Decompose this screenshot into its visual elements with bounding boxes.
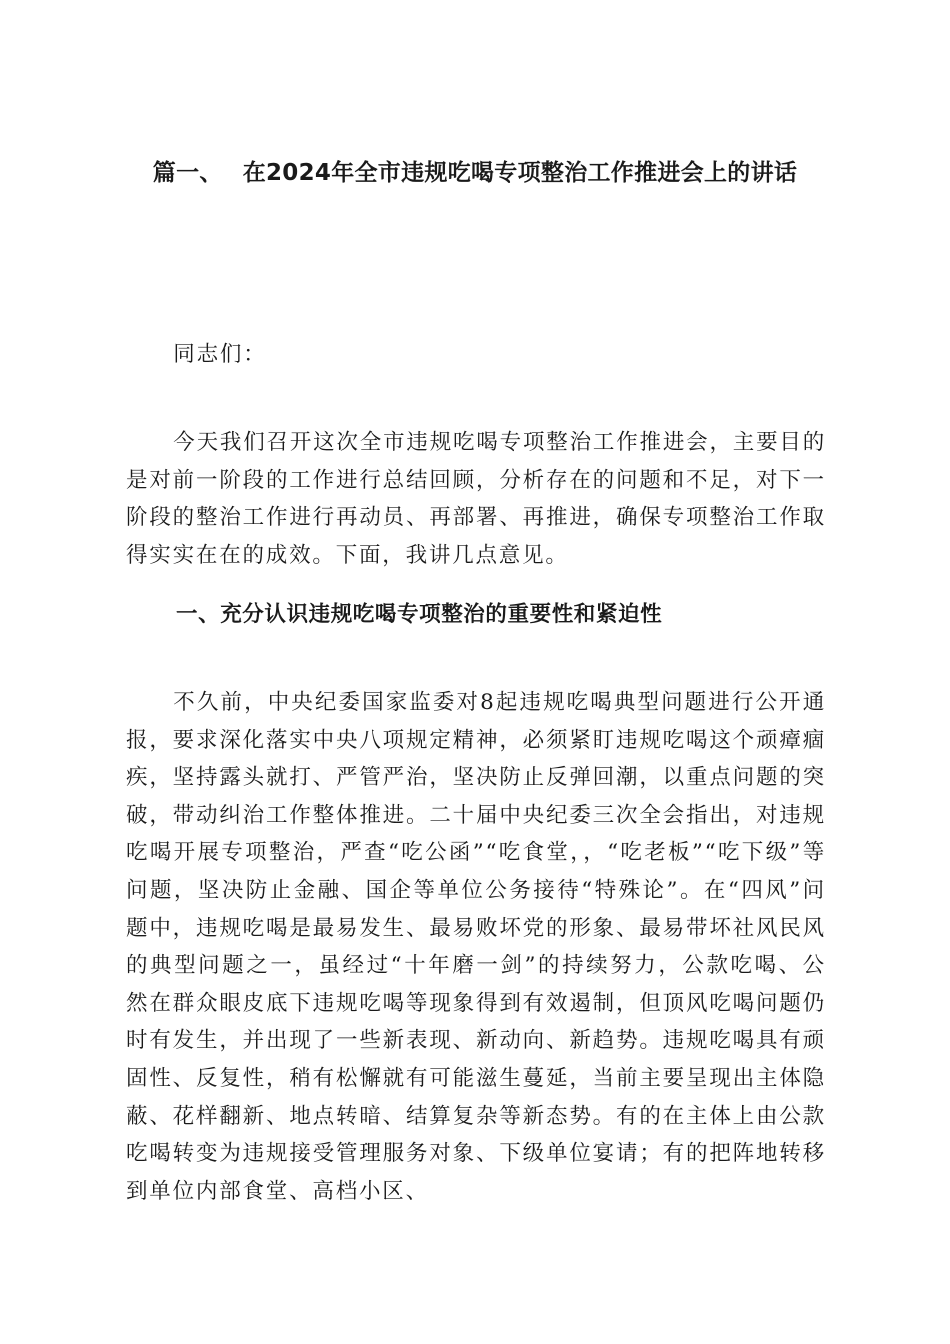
- document-title: [60, 156, 890, 190]
- title-text: 在2024年全市违规吃喝专项整治工作推进会上的讲话: [242, 160, 798, 186]
- section-paragraph: 不久前，中央纪委国家监委对8起违规吃喝典型问题进行公开通报，要求深化落实中央八项规定精神，必须紧盯违规吃喝这个顽瘴痼疾，坚持露头就打、严管严治，坚决防止反弹回潮，以重点问题的突破，带动纠治工作整体推进。二十届中央纪委三次全会指出，对违规吃喝开展专项整治，严查“吃公函”“吃食堂，，“吃老板”“吃下级”等问题，坚决防止金融、国企等单位公务接待“特殊论”。在“四风”问题中，违规吃喝是最易发生、最易败坏党的形象、最易带坏社风民风的典型问题之一，虽经过“十年磨一剑”的持续努力，公款吃喝、公然在群众眼皮底下违规吃喝等现象得到有效遏制，但顶风吃喝问题仍时有发生，并出现了一些新表现、新动向、新趋势。违规吃喝具有顽固性、反复性，稍有松懈就有可能滋生蔓延，当前主要呈现出主体隐蔽、花样翻新、地点转暗、结算复杂等新态势。有的在主体上由公款吃喝转变为违规接受管理服务对象、下级单位宴请；有的把阵地转移到单位内部食堂、高档小区、: [126, 690, 826, 1204]
- section-heading: 一、充分认识违规吃喝专项整治的重要性和紧迫性: [176, 602, 663, 627]
- greeting-paragraph: 同志们：: [173, 342, 267, 367]
- title-prefix: 篇一、: [152, 160, 223, 186]
- intro-paragraph: 今天我们召开这次全市违规吃喝专项整治工作推进会，主要目的是对前一阶段的工作进行总结回顾，分析存在的问题和不足，对下一阶段的整治工作进行再动员、再部署、再推进，确保专项整治工作取得实实在在的成效。下面，我讲几点意见。: [126, 430, 826, 568]
